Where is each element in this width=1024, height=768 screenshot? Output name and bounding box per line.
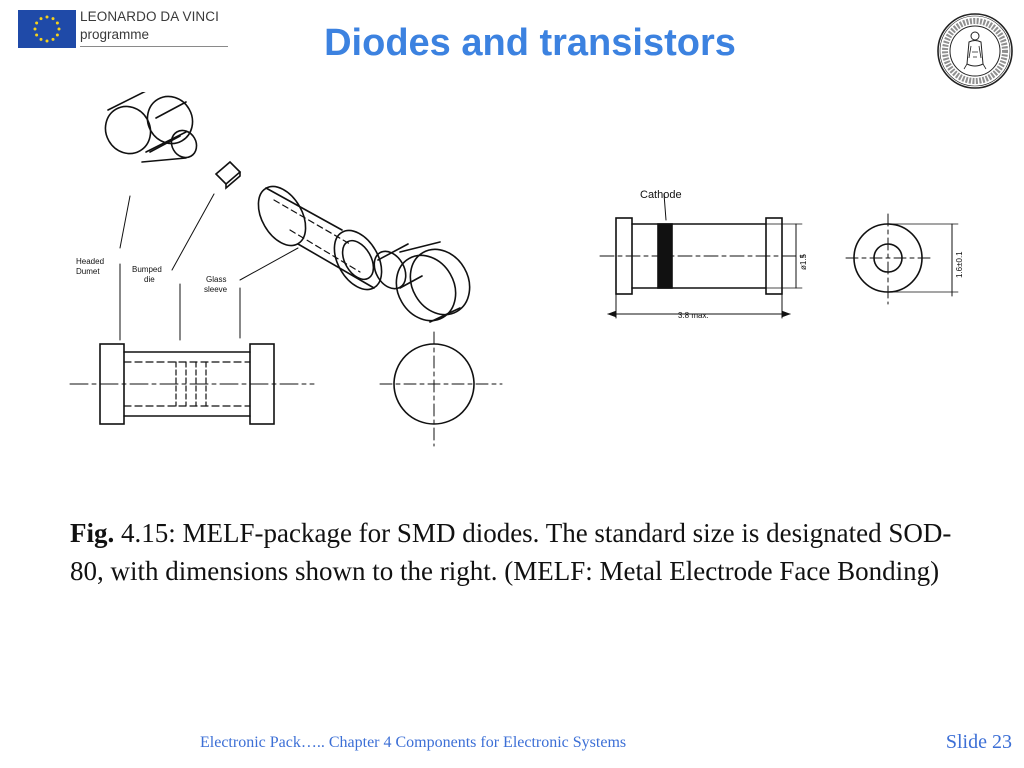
assembled-melf-side-view [70, 344, 314, 424]
headed-dumet-right-drawing [368, 239, 481, 332]
university-seal-icon [936, 12, 1014, 90]
label-glass: Glass [206, 275, 227, 284]
footer-chapter-text: Electronic Pack….. Chapter 4 Components for Electronic Systems [200, 734, 627, 751]
dimension-side-view [600, 194, 804, 318]
label-cathode: Cathode [640, 189, 682, 201]
slide-number: Slide 23 [945, 731, 1012, 753]
glass-sleeve-drawing [249, 178, 392, 297]
dimension-diameter-outer: 1.6±0.1 [955, 251, 964, 278]
page-title: Diodes and transistors [324, 22, 736, 64]
label-headed: Headed [76, 257, 105, 266]
dimension-length: 3.8 max. [678, 311, 709, 320]
eu-star-icon [46, 16, 49, 19]
label-die: die [144, 275, 155, 284]
melf-drawing [60, 92, 980, 462]
dimension-diameter-inner: ø1.5 [799, 253, 808, 270]
caption-fig-label: Fig. [70, 518, 115, 548]
label-sleeve: sleeve [204, 285, 228, 294]
melf-figure [60, 92, 980, 462]
programme-name: LEONARDO DA VINCI [80, 9, 219, 24]
eu-star-icon [52, 17, 55, 20]
headed-dumet-drawing [97, 92, 201, 162]
label-bumped: Bumped [132, 265, 162, 274]
end-view-circle [380, 332, 502, 446]
label-dumet: Dumet [76, 267, 100, 276]
programme-subtitle: programme [80, 27, 150, 42]
caption-text: 4.15: MELF-package for SMD diodes. The standard size is designated SOD-80, with dimensions shown to the right. (MELF: Metal Electrode Face Bonding) [70, 518, 952, 586]
dimension-end-view [846, 214, 958, 304]
eu-star-icon [40, 17, 43, 20]
figure-caption [70, 514, 970, 590]
bumped-die-drawing [216, 162, 240, 188]
